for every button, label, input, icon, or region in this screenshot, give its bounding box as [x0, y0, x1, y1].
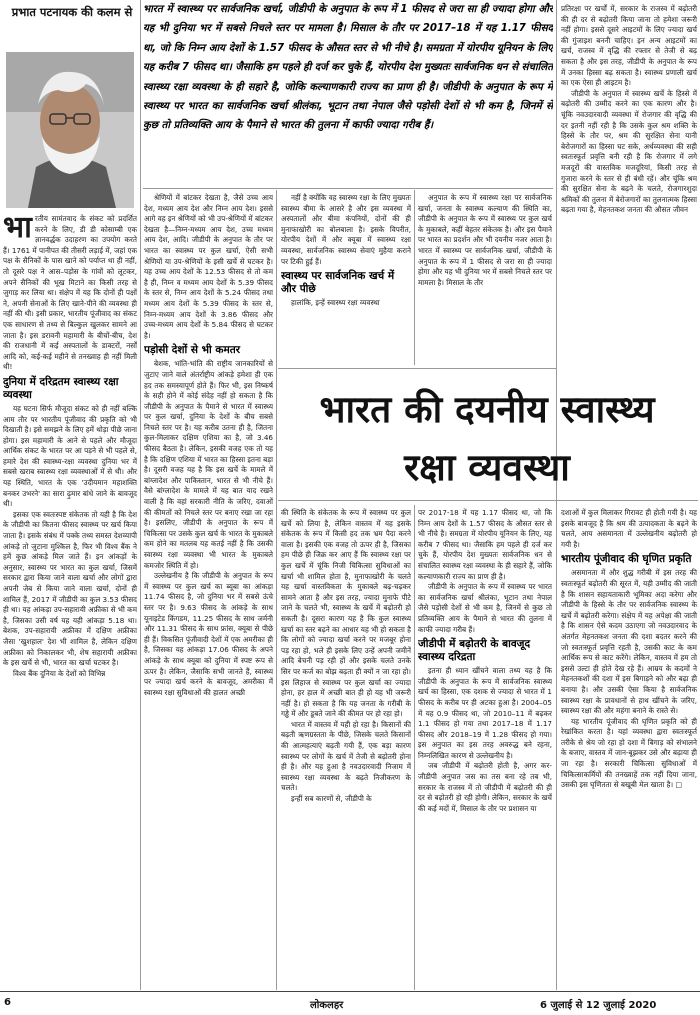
column-divider — [276, 190, 277, 990]
paragraph: की स्थिति के संकेतक के रूप में स्वास्थ्य पर कुल खर्चे को लिया है, लेकिन वास्तव में यह इसके संकेतक के रूप में किसी हद तक भ्रम पैदा करने वाला है। इसकी एक वजह तो ऊपर ही है, जिसका हम पीछे ही जिक्र कर आए हैं कि स्वास्थ्य रक्षा पर कुल खर्चे में चूंकि निजी चिकित्सा सुविधाओं का खर्चा भी शामिल होता है, मुनाफाखोरी के चलते यह खर्चा वास्तविकता के मुकाबले बढ़-चढ़कर सामने आता है और इस तरह, ज्यादा मुनाफे पीटे जाने के चलते भी, स्वास्थ्य के खर्चे में बढ़ोतरी हो सकती है। दूसरा कारण यह है कि कुल स्वास्थ्य खर्चा का स्तर बढ़ने का आधार यह भी हो सकता है कि लोगों को ज्यादा खर्चा करने पर मजबूर होना पड़ रहा हो, भले ही इसके लिए उन्हें अपनी जमीनें आदि बेचनी पड़ रही हों और इसके चलते उनके सिर पर कर्ज का बोझ बढ़ता ही क्यों न जा रहा हो। इस लिहाज से स्वास्थ्य पर कुल खर्चा का ज्यादा होना, हर हाल में अच्छी बात ही हो यह भी जरूरी नहीं है। हो सकता है कि यह जनता के गरीबी के गड्ढे में और डूबते जाने की कीमत पर हो रहा हो। — [281, 508, 411, 719]
author-portrait-image — [6, 52, 134, 208]
column-divider — [556, 505, 557, 990]
column-3-top — [281, 193, 411, 365]
subheading: पड़ोसी देशों से भी कमतर — [144, 344, 240, 357]
paragraph: जीडीपी के अनुपात के रूप में स्वास्थ्य पर भारत का सार्वजनिक खर्चा श्रीलंका, भूटान तथा नेपाल जैसे पड़ोसी देशों से भी कम है, जिनमें से कुछ तो प्रतिव्यक्ति आय के पैमाने से भारत की तुलना में काफी ज्यादा गरीब हैं। — [418, 582, 552, 634]
footer-rule — [0, 991, 700, 992]
drop-cap: भा — [3, 214, 32, 245]
headline-divider — [278, 368, 556, 369]
paragraph: हालांकि, इन्हें स्वास्थ्य रक्षा व्यवस्था — [291, 298, 380, 308]
paragraph: प्रतिरक्षा पर खर्चों में, सरकार के राजस्व में बढ़ोतरी की ही दर से बढ़ोतरी किया जाना तो हमेशा जरूरी नहीं होगा। इससे दूसरे आइटमों के लिए ज्यादा खर्च की गुंजाइश बननी चाहिए। इन अन्य आइटमों का खर्च, राजस्व में वृद्धि की रफ्तार से तेजी से बढ़ सकता है और इस तरह, जीडीपी के अनुपात के रूप में उनका हिस्सा बढ़ सकता है। स्वास्थ्य प्रणाली खर्च का एक ऐसा ही आइटम है। — [561, 4, 697, 88]
subheading: जीडीपी में बढ़ोतरी के बावजूद स्वास्थ्य दरिद्रता — [418, 638, 531, 664]
column-divider — [414, 190, 415, 365]
paragraph: विश्व बैंक दुनिया के देशों को विभिन्न — [13, 668, 106, 678]
column-5-top — [561, 4, 697, 366]
column-1 — [3, 214, 137, 992]
paragraph: जीडीपी के अनुपात में स्वास्थ्य खर्चे के हिस्से में बढ़ोतरी की उम्मीद करने का एक कारण और है। चूंकि नवउदारवादी व्यवस्था में रोजगार की वृद्धि की दर इतनी नहीं रही है कि उसके कुल श्रम शक्ति के हिस्से के तौर पर, श्रम की सुरक्षित सेना यानी बेरोजगारों का हिस्सा घट सके, अर्थव्यवस्था की सही स्वतःस्फूर्त प्रवृत्ति बनी रही है कि रोजगार में लगे मजदूरों की वास्तविक मजदूरियां, किसी तरह से गुजारा करने के स्तर से ही बंधी रहें। और चूंकि श्रम की सुरक्षित सेना के बढ़ने के चलते, रोजगारशुदा श्रमिकों की तुलना में बेरोजगारों का तुलनात्मक हिस्सा बढ़ता गया है, मेहनतकश जनता की औसत जीवन — [561, 88, 697, 215]
paragraph: बेशक, भांति-भांति की राष्ट्रीय जानकारियों से जुटाए जाने वाले अंतर्राष्ट्रीय आंकड़े हमेशा ही एक हद तक समस्यापूर्ण होते हैं। फिर भी, इस निष्कर्ष के सही होने में कोई संदेह नहीं हो सकता है कि जीडीपी के अनुपात के पैमाने से भारत में स्वास्थ्य पर कुल खर्चा, दुनिया के देशों के बीच सबसे निचले स्तर पर है। यह करीब उतना ही है, जितना कुल-मिलाकर दक्षिण एशिया का है, जो 3.46 फीसद बैठता है। लेकिन, इसकी वजह एक तो यह है कि दक्षिण एशिया में भारत का हिस्सा इतना बड़ा है। दूसरी वजह यह है कि इस खर्चे के मामले में बांग्लादेश और पाकिस्तान, भारत से भी नीचे हैं। वैसे बांग्लादेश के मामले में यह बात याद रखने वाली है कि वहां सरकारी नीति के जरिए, दवाओं की कीमतों को निचले स्तर पर बनाए रखा जा रहा है। इसलिए, जीडीपी के अनुपात के रूप में चिकित्सा पर उसके कुल खर्च के भारत के मुकाबले कम होने का मतलब यह कतई नहीं है कि उसकी स्वास्थ्य रक्षा व्यवस्था भी भारत के मुकाबले कमजोर स्थिति में हो। — [144, 359, 273, 570]
subheading: भारतीय पूंजीवाद की घृणित प्रकृति — [561, 553, 692, 566]
paragraph: इतना ही ध्यान खींचने वाला तथ्य यह है कि जीडीपी के अनुपात के रूप में सार्वजनिक स्वास्थ्य खर्च का हिस्सा, एक दशक से ज्यादा से भारत में 1 फीसद के करीब पर ही अटका हुआ है। 2004–05 में यह 0.9 फीसद था, जो 2010–11 में बढ़कर 1.1 फीसद हो गया तथा 2017–18 में 1.17 फीसद और 2018–19 में 1.28 फीसद हो गया। इस अनुपात का इस तरह अवरुद्ध बने रहना, निम्नलिखित कारण से उल्लेखनीय है। — [418, 666, 552, 760]
column-4-bottom — [418, 508, 552, 990]
paragraph: नहीं है क्योंकि वह स्वास्थ्य रक्षा के लिए मुख्यतः स्वास्थ्य बीमा के आसरे है और इस व्यवस्था में अस्पतालों और बीमा कंपनियों, दोनों की ही मुनाफाखोरी का बोलबाला है। इसके विपरीत, योरपीय देशों में और क्यूबा में स्वास्थ्य रक्षा व्यवस्था, सार्वजनिक स्वास्थ्य सेवाएं मुहैया कराने पर टिकी हुई हैं। — [281, 193, 411, 266]
paragraph: रतीय सामंतवाद के संकट को प्रदर्शित करने के लिए, डी डी कोसाम्बी एक ज्ञानवर्द्धक उदाहरण का उपयोग करते हैं। 1761 में पानीपत की तीसरी लड़ाई में, जहां एक पक्ष के सैनिकों के पास खाने को पर्याप्त था ही नहीं, तो दूसरे पक्ष ने आस–पड़ोस के गांवों को लूटकर, अपने सैनिकों की भूख मिटाने का किसी तरह से जुगाड़ कर लिया था। संक्षेप में यह कि दोनों ही पक्षों ने, अपनी सेनाओं के लिए खाने-पीने की व्यवस्था ही नहीं की थी। इसी प्रकार, भारतीय पूंजीवाद का संकट एक साधारण से तथ्य से बिल्कुल खुलकर सामने आ जाता है। इस डरावनी महामारी के बीचों-बीच, देश की राजधानी में कई अस्पतालों के डाक्टरों, नर्सों आदि को, कई-कई महीने से तनख्वाह ही नहीं मिली थी! — [3, 214, 137, 372]
author-photo — [6, 52, 134, 208]
paragraph: उल्लेखनीय है कि जीडीपी के अनुपात के रूप में स्वास्थ्य पर कुल खर्च का ब्यूबा का आंकड़ा 11.74 फीसद है, जो दुनिया भर में सबसे ऊंचे स्तर पर है। 9.63 फीसद के आंकड़े के साथ यूनाइटेड किंगडम, 11.25 फीसद के साथ जर्मनी और 11.31 फीसद के साथ फ्रांस, क्यूबा से पीछे ही हैं। विकसित पूंजीवादी देशों में एक अमरीका ही है, जिसका यह आंकड़ा 17.06 फीसद के अपने आंकड़े के साथ क्यूबा को दुनिया में स्पष्ट रूप से ऊपर है। लेकिन, जैसाकि सभी जानते हैं, स्वास्थ्य पर ज्यादा खर्च करने के बावजूद, अमरीका में स्वास्थ्य रक्षा सुविधाओं की हालत अच्छी — [144, 571, 273, 697]
paragraph: इन्हीं सब कारणों से, जीडीपी के — [291, 794, 372, 804]
column-3-bottom — [281, 508, 411, 990]
headline-divider — [278, 500, 698, 501]
paragraph: पर 2017-18 में यह 1.17 फीसद था, जो कि निम्न आय देशों के 1.57 फीसद के औसत स्तर से भी नीचे है। समग्रता में योरपीय यूनियन के लिए, यह करीब 7 फीसद था। जैसाकि हम पहले ही दर्ज कर चुके हैं, योरपीय देश मुख्यतः सार्वजनिक धन से संचालित स्वास्थ्य रक्षा व्यवस्था के ही सहारे हैं, जोकि कल्याणकारी राज्य का प्राण ही है। — [418, 508, 552, 581]
column-4-top — [418, 193, 552, 365]
pull-quote: भारत में स्वास्थ्य पर सार्वजनिक खर्चा, जीडीपी के अनुपात के रूप में 1 फीसद से जरा सा ही ज्यादा होगा और यह भी दुनिया भर में सबसे निचले स्तर पर मामला है। मिसाल के तौर पर 2017–18 में यह 1.17 फीसद था, जो कि निम्न आय देशों के 1.57 फीसद के औसत स्तर से भी नीचे है। समग्रता में योरपीय यूनियन के लिए यह करीब 7 फीसद था। जैसाकि हम पहले ही दर्ज कर चुके हैं, योरपीय देश मुख्यतः सार्वजनिक धन से संचालित स्वास्थ्य रक्षा व्यवस्था के ही सहारे है, जोकि कल्याणकारी राज्य का प्राण ही है। जीडीपी के अनुपात के रूप में स्वास्थ्य पर भारत का सार्वजनिक खर्चा श्रीलंका, भूटान तथा नेपाल जैसे पड़ोसी देशों से भी कम है, जिनमें से कुछ तो प्रतिव्यक्ति आय के पैमाने से भारत की तुलना में काफी ज्यादा गरीब हैं। — [143, 4, 553, 132]
paragraph: यह भारतीय पूंजीवाद की घृणित प्रकृति को ही रेखांकित करता है। यहां व्यवस्था द्वारा स्वतःस्फूर्त तरीके से श्रेय जो रहा हो दशा में बिगाड़ को संभालने के बजाए, वास्तव में जान-बूझकर उसे और बढ़ाया ही जा रहा है। सरकारी चिकित्सा सुविधाओं में चिकित्साकर्मियों की तनख्वाहें तक नहीं दिया जाना, उसकी इस घृणितता से बखूबी मेल खाता है। □ — [561, 716, 697, 790]
subheading: दुनिया में दरिद्रतम स्वास्थ्य रक्षा व्यवस्था — [3, 375, 119, 401]
publication-name: लोकलहर — [310, 1000, 344, 1011]
issue-dates: 6 जुलाई से 12 जुलाई 2020 — [540, 1000, 657, 1011]
column-2 — [144, 193, 273, 989]
paragraph: जब जीडीपी में बढ़ोतरी होती है, अगर कर-जीडीपी अनुपात जस का तस बना रहे तब भी, सरकार के राजस्व में तो जीडीपी में बढ़ोतरी की ही दर से बढ़ोतरी हो रही होगी। लेकिन, सरकार के खर्चे की कई मदों में, मिसाल के तौर पर प्रशासन या — [418, 761, 552, 813]
headline-line-1: भारत की दयनीय स्वास्थ्य — [319, 387, 655, 431]
headline-line-2: रक्षा व्यवस्था — [404, 445, 570, 489]
paragraph: यह घटना सिर्फ मौजूदा संकट को ही नहीं बल्कि आम तौर पर भारतीय पूंजीवाद की प्रकृति को भी दिखाती है। इसे समझने के लिए हमें थोड़ा पीछे जाना होगा। इस महामारी के आने से पहले और मौजूदा आर्थिक संकट के भारत पर आ पड़ने से भी पहले से, हमारे देश की स्वास्थ्य-रक्षा व्यवस्था दुनिया भर में सबसे खराब स्वास्थ्य रक्षा व्यवस्थाओं में से थी। और यह स्थिति, भारत के एक 'उदीयमान महाशक्ति बनकर उभरने' का सारा ढ़ुमार बांधे जाने के बावजूद थी। — [3, 403, 137, 509]
page-number: 6 — [4, 997, 11, 1008]
paragraph: भारत में वास्तव में यही हो रहा है। किसानों की बढ़ती ऋणग्रस्तता के पीछे, जिसके चलते किसानों की आत्महत्याएं बढ़ती गयी हैं, एक बड़ा कारण स्वास्थ्य पर लोगों के खर्च में तेजी से बढ़ोतरी होना ही है। और यह हुआ है नवउदारवादी निजाम में स्वास्थ्य रक्षा व्यवस्था के बढ़ते निजीकरण के चलते। — [281, 719, 411, 793]
column-divider — [414, 505, 415, 990]
author-name: प्रभात पटनायक की कलम से — [11, 5, 133, 19]
author-box — [0, 0, 140, 210]
paragraph: श्रेणियों में बांटकर देखता है, जैसे उच्च आय देश, मध्यम आय देश और निम्न आय देश। इससे आगे वह इन श्रेणियों को भी उप-श्रेणियों में बांटकर देखता है—निम्न-मध्यम आय देश, उच्च मध्यम आय देश, आदि। जीडीपी के अनुपात के तौर पर भारत का स्वास्थ्य पर कुल खर्चा, ऐसी सभी श्रेणियों या उप-श्रेणियों के इसी खर्चे से घटकर है। यह उच्च आय देशों के 12.53 फीसद से तो कम है ही, निम्न व मध्यम आय देशों के 5.39 फीसद के स्तर से, निम्न आय देशों के 5.24 फीसद तथा मध्यम आय देशों के 5.39 फीसद के स्तर से, निम्न-मध्यम आय देशों के 3.86 फीसद और उच्च-मध्यम आय देशों के 5.84 फीसद से घटकर है। — [144, 193, 273, 340]
pull-quote-divider — [143, 188, 553, 189]
subheading: स्वास्थ्य पर सार्वजनिक खर्च में और पीछे — [281, 270, 395, 296]
headline — [277, 380, 697, 496]
footer — [0, 994, 700, 1014]
paragraph: अनुपात के रूप में स्वास्थ्य रक्षा पर सार्वजनिक खर्चा, जनता के स्वास्थ्य कल्याण की स्थिति का, जीडीपी के अनुपात के रूप में स्वास्थ्य पर कुल खर्च के मुकाबले, कहीं बेहतर संकेतक है। और इस पैमाने पर भारत का प्रदर्शन और भी दयनीय नजर आता है। भारत में स्वास्थ्य पर सार्वजनिक खर्चा, जीडीपी के अनुपात के रूप में 1 फीसद से जरा सा ही ज्यादा होगा और यह भी दुनिया भर में सबसे निचले स्तर पर मामला है। मिसाल के तौर — [418, 193, 552, 287]
paragraph: असमानता में और शुद्ध गरीबी में इस तरह की स्वतःस्फूर्त बढ़ोतरी की सूरत में, यही उम्मीद की जाती है कि शासन सहायताकारी भूमिका अदा करेगा और जीडीपी के हिस्से के तौर पर सार्वजनिक स्वास्थ्य के खर्चे में बढ़ोतरी करेगा। संक्षेप में यह अपेक्षा की जाती है कि शासन ऐसे कदम उठाएगा जो नवउदारवाद के अंतर्गत मेहनतकश जनता की दशा बदतर करने की जो स्वतःस्फूर्त प्रवृत्ति रहती है, उसकी काट के कम आर्थिक रूप से काट करेंगे। लेकिन, वास्तव में हम तो इससे उल्टा ही होते देख रहे हैं। आम्रय के कदमों ने मेहनतकशों की दशा में इस बिगाड़ने को और बढ़ा ही बनाया है। और उसकी ऐसा किया है सार्वजनिक स्वास्थ्य रक्षा के प्रावधानों से हाथ खींचने के जरिए, स्वास्थ्य रक्षा की और महंगा बनाने के रास्ते से। — [561, 568, 697, 716]
column-divider — [140, 0, 141, 990]
paragraph: इसका एक स्वतःस्पष्ट संकेतक तो यही है कि देश के जीडीपी का कितना फीसद स्वास्थ्य पर खर्च किया जाता है। इसके संबंध में पक्के तथ्य समस्त देशव्यापी आंकड़े तो जुटाना मुश्किल है, फिर भी विश्व बैंक ने हमें कुछ आंकड़े मिल जाते हैं। इन आंकड़ों के अनुसार, स्वास्थ्य पर भारत का कुल खर्चा, जिसमें सरकार द्वारा किया जाने वाला खर्चा और लोगों द्वारा अपनी जेब से किया जाने वाला खर्चा, दोनों ही शामिल हैं, 2017 में जीडीपी का कुल 3.53 फीसद ही था। यह आंकड़ा उप-सहारायी अफ्रीका से भी कम है, जिसका उसी वर्ष यह यही आंकड़ा 5.18 था। बेशक, उप-सहारायी अफ्रीका में दक्षिण अफ्रीका जैसा 'खुशहाल' देश भी शामिल है, लेकिन दक्षिण अफ्रीका को निकालकर भी, शेष सहारायी अफ्रीका के इस खर्चे से भी, भारत का खर्चा घटकर है। — [3, 509, 137, 668]
column-5-bottom — [561, 508, 697, 990]
paragraph: दशाओं में कुल मिलाकर गिरावट ही होती गयी है। यह इसके बावजूद है कि श्रम की उत्पादकता के बढ़ने के चलते, आय असमानता में उल्लेखनीय बढ़ोतरी हो गयी है। — [561, 508, 697, 549]
